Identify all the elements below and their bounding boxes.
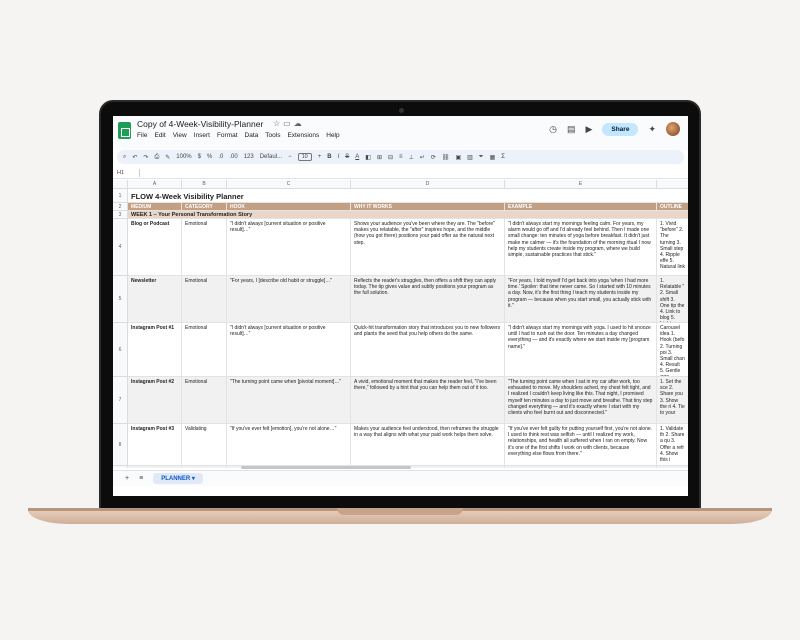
document-title[interactable]: Copy of 4-Week-Visibility-Planner bbox=[137, 119, 264, 129]
bold-button[interactable]: B bbox=[327, 154, 332, 160]
category-cell[interactable]: Emotional bbox=[182, 219, 227, 276]
row-header[interactable]: 8 bbox=[113, 424, 128, 466]
week-banner[interactable]: WEEK 1 – Your Personal Transformation Story bbox=[128, 211, 688, 219]
horizontal-scrollbar[interactable] bbox=[241, 466, 411, 469]
hook-cell[interactable]: "If you've ever felt [emotion], you're not alone…" bbox=[227, 424, 351, 466]
header-actions bbox=[549, 122, 680, 136]
example-cell[interactable]: "I didn't always start my mornings with yoga. I used to hit snooze until I had to rush out the door. Ten minutes a day changed everything — and it's exactly where we start inside my [program name]." bbox=[505, 323, 657, 377]
menu-file[interactable]: File bbox=[137, 132, 148, 139]
header-why-it-works[interactable]: WHY IT WORKS bbox=[351, 203, 505, 211]
sheet-title[interactable]: FLOW 4-Week Visibility Planner bbox=[128, 189, 688, 203]
hook-cell[interactable]: "I didn't always [current situation or positive result]…" bbox=[227, 219, 351, 276]
row-header[interactable]: 5 bbox=[113, 276, 128, 323]
cloud-status-icon[interactable]: ☁ bbox=[293, 119, 305, 128]
filter-icon[interactable]: ⏷ bbox=[478, 153, 484, 160]
category-cell[interactable]: Emotional bbox=[182, 377, 227, 424]
print-icon[interactable]: ⎙ bbox=[154, 153, 160, 160]
redo-icon[interactable]: ↷ bbox=[143, 154, 149, 161]
category-cell[interactable]: Emotional bbox=[182, 276, 227, 323]
column-header-c[interactable]: C bbox=[227, 180, 351, 189]
row-header[interactable]: 1 bbox=[113, 189, 128, 203]
row-header[interactable] bbox=[113, 466, 128, 468]
spreadsheet-grid[interactable] bbox=[113, 180, 688, 468]
fill-color-icon[interactable]: ◧ bbox=[365, 154, 371, 161]
title-icons bbox=[273, 119, 305, 128]
history-icon[interactable]: ◷ bbox=[549, 123, 557, 134]
percent-format[interactable]: % bbox=[206, 154, 213, 160]
camera-icon bbox=[399, 108, 404, 113]
avatar[interactable] bbox=[666, 122, 680, 136]
row-header[interactable]: 3 bbox=[113, 211, 128, 219]
outline-cell[interactable]: 1. Set the sce 2. Share you 3. Show the ri 4. Tie to your bbox=[657, 377, 688, 424]
outline-cell[interactable]: Carousel idea 1. Hook (befo 2. Turning poi 3. Small chan 4. Result 5. Gentle bbox=[657, 323, 688, 377]
outline-cell[interactable]: 1. Validate th 2. Share a qu 3. Offer a refr 4. Show this i bbox=[657, 424, 688, 466]
all-sheets-button[interactable]: ≡ bbox=[139, 475, 144, 482]
comment-insert-icon[interactable]: ▣ bbox=[455, 154, 462, 161]
menu-insert[interactable]: Insert bbox=[193, 132, 210, 139]
medium-cell[interactable]: Instagram Post #3 bbox=[128, 424, 182, 466]
header-example[interactable]: EXAMPLE bbox=[505, 203, 657, 211]
toolbar bbox=[117, 150, 684, 164]
why-cell[interactable]: Quick-hit transformation story that introduces you to new followers and plants the seed that you help others do the same. bbox=[351, 323, 505, 377]
row-header[interactable]: 7 bbox=[113, 377, 128, 424]
corner-select[interactable] bbox=[113, 180, 128, 189]
formula-divider bbox=[139, 169, 140, 177]
row-header[interactable]: 2 bbox=[113, 203, 128, 211]
example-cell[interactable]: "If you've ever felt guilty for putting yourself first, you're not alone. I used to think rest was selfish — until I realized my work, relationships, and health all suffered when I ran on empty. Now it's one of the first shifts I work on with clients, because everything else flows from there." bbox=[505, 424, 657, 466]
menu-extensions[interactable]: Extensions bbox=[287, 132, 320, 139]
font-size-input[interactable]: 10 bbox=[298, 153, 312, 161]
column-header-a[interactable]: A bbox=[128, 180, 182, 189]
star-icon[interactable]: ☆ bbox=[273, 119, 284, 128]
borders-icon[interactable]: ⊞ bbox=[376, 154, 382, 161]
strikethrough-button[interactable]: S bbox=[345, 154, 350, 160]
column-header-e[interactable]: E bbox=[505, 180, 657, 189]
merge-icon[interactable]: ⊟ bbox=[387, 154, 393, 161]
example-cell[interactable] bbox=[505, 466, 657, 468]
menu-data[interactable]: Data bbox=[244, 132, 259, 139]
why-cell[interactable]: A vivid, emotional moment that makes the reader feel, "I've been there," followed by a hint that you can help them out of it too. bbox=[351, 377, 505, 424]
menu-bar bbox=[137, 132, 340, 139]
outline-cell[interactable]: 1. Relatable " 2. Small shift 3. One tip the 4. Link to blog 5. bbox=[657, 276, 688, 323]
row-header[interactable]: 4 bbox=[113, 219, 128, 276]
category-cell[interactable]: Emotional bbox=[182, 323, 227, 377]
hook-cell[interactable]: "The turning point came when [pivotal moment]…" bbox=[227, 377, 351, 424]
outline-cell[interactable]: 1. Vivid "before" 2. The turning 3. Small step 4. Ripple effe 5. Natural link bbox=[657, 219, 688, 276]
move-folder-icon[interactable]: ▭ bbox=[283, 119, 294, 128]
valign-icon[interactable]: ⊥ bbox=[408, 154, 414, 161]
medium-cell[interactable]: Instagram Post #1 bbox=[128, 323, 182, 377]
increase-decimal[interactable]: .00 bbox=[229, 154, 238, 160]
sheets-header bbox=[113, 116, 688, 150]
menu-help[interactable]: Help bbox=[326, 132, 340, 139]
align-icon[interactable]: ≡ bbox=[399, 154, 403, 160]
paint-format-icon[interactable]: ✎ bbox=[165, 154, 171, 161]
why-cell[interactable]: Makes your audience feel understood, then reframes the struggle in a way that aligns with what your paid work helps them solve. bbox=[351, 424, 505, 466]
link-icon[interactable]: ⛓ bbox=[441, 154, 450, 161]
decrease-decimal[interactable]: .0 bbox=[218, 154, 224, 160]
share-button[interactable]: Share bbox=[602, 123, 638, 136]
rotate-icon[interactable]: ⟳ bbox=[430, 154, 436, 161]
column-header-f[interactable] bbox=[657, 180, 688, 189]
medium-cell[interactable]: Newsletter bbox=[128, 276, 182, 323]
cell-reference[interactable]: H1 bbox=[117, 170, 125, 176]
header-medium[interactable]: MEDIUM bbox=[128, 203, 182, 211]
meet-icon[interactable]: ▶ bbox=[585, 123, 593, 134]
zoom-select[interactable]: 100% bbox=[176, 154, 192, 160]
currency-format[interactable]: $ bbox=[197, 154, 201, 160]
screen bbox=[113, 116, 688, 496]
font-select[interactable]: Defaul... bbox=[259, 154, 283, 160]
italic-button[interactable]: I bbox=[337, 154, 340, 160]
sheet-tab-planner[interactable] bbox=[153, 473, 203, 484]
example-cell[interactable]: "I didn't always start my mornings feeling calm. For years, my alarm would go off and I'd already feel behind. Then I made one small change: ten minutes of yoga before breakfast. It didn't just make me calmer — it's the foundation of the morning ritual I now help my students create inside my program, where we build simple, sustainable practices that stick." bbox=[505, 219, 657, 276]
chart-icon[interactable]: ▥ bbox=[467, 154, 473, 161]
menu-format[interactable]: Format bbox=[216, 132, 238, 139]
formula-bar bbox=[113, 167, 688, 179]
column-header-d[interactable]: D bbox=[351, 180, 505, 189]
example-cell[interactable]: "For years, I told myself I'd get back into yoga 'when I had more time.' Spoiler: that time never came. So I started with 10 minutes a day. Now, it's the first thing I teach my students inside my program — because when you start small, you actually stick with it." bbox=[505, 276, 657, 323]
example-cell[interactable]: "The turning point came when I sat in my car after work, too exhausted to move. My shoulders ached, my chest felt tight, and I realized I couldn't keep living like this. That night, I promised myself ten minutes a day to just move and breathe. That tiny step changed everything — and it's exactly where I start with my clients who feel burnt out and disconnected." bbox=[505, 377, 657, 424]
header-outline[interactable]: OUTLINE bbox=[657, 203, 688, 211]
font-size-increase[interactable]: + bbox=[317, 154, 322, 160]
sheet-tab-label: PLANNER bbox=[161, 476, 191, 482]
comment-icon[interactable]: ▤ bbox=[566, 123, 576, 134]
laptop-opening-notch bbox=[337, 508, 463, 515]
header-category[interactable]: CATEGORY bbox=[182, 203, 227, 211]
why-cell[interactable]: Shows your audience you've been where they are. The "before" makes you relatable, the "after" inspires hope, and the middle (how you got there) positions your paid offer as the natural next step. bbox=[351, 219, 505, 276]
number-format[interactable]: 123 bbox=[243, 154, 254, 160]
add-sheet-button[interactable]: + bbox=[125, 475, 130, 482]
sheets-logo-icon[interactable] bbox=[118, 122, 131, 139]
category-cell[interactable] bbox=[182, 466, 227, 468]
laptop-lid bbox=[99, 100, 701, 510]
search-menus-icon[interactable]: ⌕ bbox=[123, 153, 127, 160]
sheet-tabs-bar bbox=[113, 470, 688, 486]
text-color-button[interactable]: A bbox=[355, 154, 360, 160]
menu-edit[interactable]: Edit bbox=[154, 132, 166, 139]
gemini-icon[interactable]: ✦ bbox=[648, 123, 656, 134]
menu-view[interactable]: View bbox=[172, 132, 187, 139]
font-size-decrease[interactable]: − bbox=[288, 154, 292, 160]
medium-cell[interactable]: Blog or Podcast bbox=[128, 219, 182, 276]
functions-icon[interactable]: Σ bbox=[501, 154, 505, 160]
menu-tools[interactable]: Tools bbox=[265, 132, 281, 139]
chevron-down-icon[interactable]: ▾ bbox=[191, 476, 195, 482]
row-header[interactable]: 6 bbox=[113, 323, 128, 377]
hook-cell[interactable]: "I didn't always [current situation or positive result]…" bbox=[227, 323, 351, 377]
column-header-b[interactable]: B bbox=[182, 180, 227, 189]
why-cell[interactable]: Reflects the reader's struggles, then offers a shift they can apply today. The tip gives value and subtly positions your program as the full solution. bbox=[351, 276, 505, 323]
hook-cell[interactable]: "For years, I [describe old habit or struggle]…" bbox=[227, 276, 351, 323]
filter-views-icon[interactable]: ▦ bbox=[489, 154, 496, 161]
medium-cell[interactable] bbox=[128, 466, 182, 468]
medium-cell[interactable]: Instagram Post #2 bbox=[128, 377, 182, 424]
wrap-icon[interactable]: ↵ bbox=[419, 154, 425, 161]
undo-icon[interactable]: ↶ bbox=[132, 154, 138, 161]
outline-cell[interactable] bbox=[657, 466, 688, 468]
header-hook[interactable]: HOOK bbox=[227, 203, 351, 211]
category-cell[interactable]: Validating bbox=[182, 424, 227, 466]
